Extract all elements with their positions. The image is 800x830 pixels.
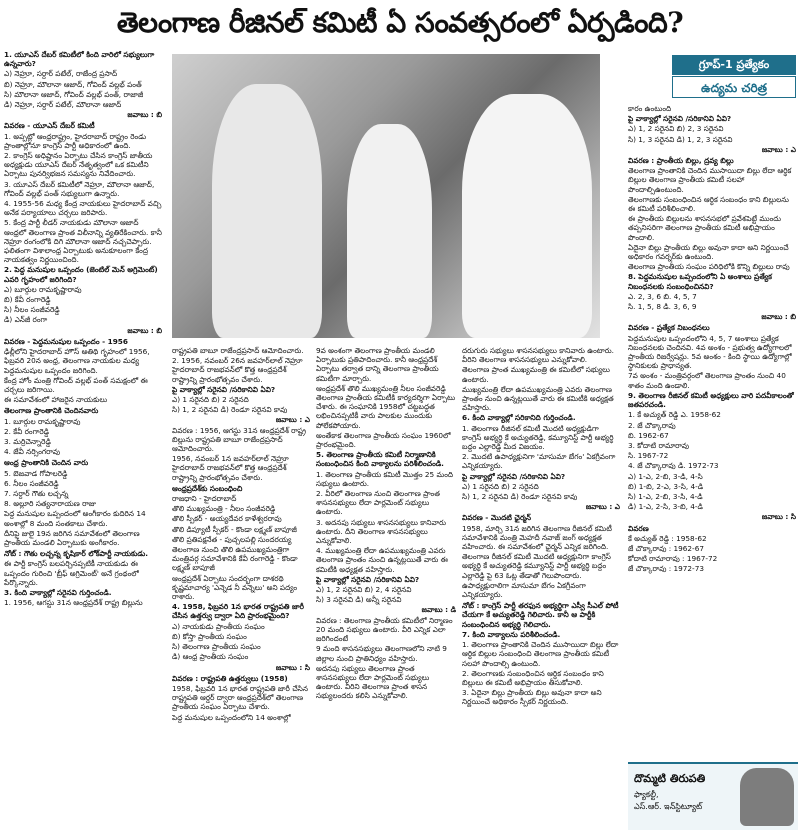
- photo-figure-right: [462, 94, 592, 338]
- historic-photo: [172, 54, 600, 338]
- col1-line: బి) నెహ్రూ, మౌలానా ఆజాద్, గోవింద్ వల్లభ్ పంత్: [4, 79, 142, 89]
- col3-line: 1. తెలంగాణ ప్రాంతీయ కమిటీ మొత్తం 25 మంది సభ్యులు ఉంటారు.: [316, 469, 454, 488]
- col5-line: తెలంగాణ ప్రాంతానికి చెందిన ముసాయిదా బిల్లు లేదా ఆర్థిక బిల్లుల తెలంగాణ ప్రాంతీయ కమిటీ సలహా పొందాల్సిఉంటుంది.: [628, 166, 792, 194]
- col5-line: తెలంగాణ ప్రాంతీయ సంఘం పరిధిలోకి కొన్ని బిల్లులు రావు: [628, 262, 790, 272]
- col2-line: తొలి ప్రతిపక్షనేత - పుచ్చలపల్లి సుందరయ్య: [172, 534, 292, 544]
- col1-line: 2. కేవీ రంగారెడ్డి: [4, 426, 50, 436]
- col1-line: 7. సర్దార్ గౌతు లచ్చన్న: [4, 488, 69, 498]
- col5-line: వివరణ : ప్రాంతీయ బిల్లు, ద్రవ్య బిల్లు: [628, 156, 734, 166]
- col1-line: 6. నీలం సంజీవరెడ్డి: [4, 478, 59, 488]
- col2-line: 1958, ఫిబ్రవరి 1న భారత రాష్ట్రపతి జారీ చేసిన రాష్ట్రపతి ఆర్డర్ ద్వారా ఆంధ్రప్రదేశ్‌లో తెలంగాణ ప్రాంతీయ సంఘం ఏర్పాటు చేశారు.: [172, 683, 308, 712]
- col1-line: 8. అల్లూరి సత్యనారాయణ రాజు: [4, 499, 96, 509]
- column-3: [316, 346, 456, 828]
- col1-line: 2. కాంగ్రెస్ అధిష్టానం ఏర్పాటు చేసిన కాంగ్రెస్ జాతీయ అధ్యక్షుడు యూఎస్ దేబర్ నేతృత్వంలో ఒక కమిటీని ఏర్పాటు పునర్విభజన సమస్యను నివేదించారు.: [4, 151, 153, 179]
- author-photo: [740, 768, 794, 826]
- col1-line: నోట్ : గౌతు లచ్చన్న కృషికార్ లోక్‌పార్టీ నాయకుడు.: [4, 549, 149, 559]
- col2-line: ఎ) నాయకుడు ప్రాంతీయ సంఘం: [172, 621, 265, 631]
- col5-line: 1. కే అచ్యుత్ రెడ్డి ఎ. 1958-62: [628, 410, 721, 420]
- col3-line: సి) 3 సరైనవి డి) అన్నీ సరైనవి: [316, 595, 402, 605]
- col5-line: జే చొక్కారావు : 1962-67: [628, 543, 704, 553]
- col1-line: డి) నెహ్రూ, సర్దార్ పటేల్, మౌలానా ఆజాద్: [4, 100, 122, 110]
- col5-line: పై వాక్యాల్లో సరైనవి /సరికానివి ఏవి?: [628, 114, 732, 124]
- col3-line: ఎ) 1, 2 సరైనవి బి) 2, 4 సరైనవి: [316, 585, 412, 595]
- col4-line: 2. తెలంగాణకు సంబంధించిన ఆర్థిక సంబంధం కాని బిల్లులు ఈ కమిటీ అభిప్రాయం తీసుకోవాలి.: [462, 668, 604, 687]
- col1-line: 5. బెజవాడ గోపాలరెడ్డి: [4, 468, 68, 478]
- col1-line: జవాబు : బి: [127, 325, 162, 335]
- col3-line: ఆంధ్రప్రదేశ్ తొలి ముఖ్యమంత్రి నీలం సంజీవరెడ్డి తెలంగాణ ప్రాంతీయ కమిటీకి కార్యదర్శిగా ఏర్పాటు చేశారు. ఈ సంఘానికి 1958లో చట్టబద్ధత లభించినప్పటికీ వారు పాలకుల ముందుకు పోలేకపోయారు.: [316, 383, 456, 430]
- author-org: ఎస్‌.ఆర్‌. ఇన్‌స్టిట్యూట్‌: [634, 802, 703, 811]
- photo-figure-center: [347, 124, 432, 338]
- col4-line: 7. కింది వాక్యాలను పరిశీలించండి.: [462, 629, 561, 639]
- col4-line: తెలంగాణ ప్రాంత ముఖ్యమంత్రి ఈ కమిటీలో సభ్యులు ఉంటారు.: [462, 365, 610, 384]
- col4-line: తెలంగాణ రీజినల్ కమిటీ మొదటి అధ్యక్షునిగా కాంగ్రెస్ అభ్యర్థి కే అచ్యుతరెడ్డి కమ్యూనిస్ట్ పార్టీ అభ్యర్థి బద్దం ఎల్లారెడ్డి పై 63 ఓట్ల తేడాతో గెలుపొందారు.: [462, 552, 611, 580]
- col3-line: 9వ అంశంగా తెలంగాణ ప్రాంతీయ మండలి ఏర్పాటుకు ప్రతిపాదించారు. కానీ ఆంధ్రప్రదేశ్ ఏర్పాటు తర్వాత దాన్ని తెలంగాణ ప్రాంతీయ కమిటీగా మార్చారు.: [316, 346, 439, 383]
- col5-line: తెలంగాణకు సంబంధించిన ఆర్థిక సంబంధం కాని బిల్లులను ఈ కమిటీ పరిశీలించాలి.: [628, 194, 789, 214]
- col1-line: వివరణ - పెద్దమనుషుల ఒప్పందం - 1956: [4, 336, 128, 346]
- col5-line: ఎ. 2, 3, 6 బి. 4, 5, 7: [628, 291, 697, 301]
- col2-line: ఆంధ్రప్రదేశ్ ఏర్పాటు సందర్భంగా దాశరథి కృష్ణమాచార్య 'ఎన్నెడ నీ వన్నెలు' అని పద్యం రాశారు.: [172, 573, 298, 602]
- col1-line: పెద్ద మనుషుల ఒప్పందంలో అంగీకారం కుదిరిన 14 అంశాల్లో 8 మంది సంతకాలు చేశారు.: [4, 509, 146, 528]
- col5-line: సి. 1967-72: [628, 451, 669, 461]
- col1-line: కేంద్ర హోం మంత్రి గోవింద్ వల్లభ్ పంత్ సమక్షంలో ఈ చర్చలు జరిగాయి.: [4, 375, 148, 394]
- col1-line: జవాబు : బి: [127, 110, 162, 120]
- col5-line: సి) 1-ఎ, 2-బి, 3-సి, 4-డి: [628, 491, 703, 501]
- col2-line: పెద్ద మనుషుల ఒప్పందంలోని 14 అంశాల్లో: [172, 712, 291, 722]
- col1-line: 1. యూఎస్ దేబర్ కమిటీలో కింది వారిలో సభ్యులుగా ఉన్నవారు?: [4, 50, 155, 69]
- col2-line: తొలి స్పీకర్ - అయ్యదేవర కాళేశ్వరరావు: [172, 514, 282, 524]
- col2-line: తొలి ముఖ్యమంత్రి - నీలం సంజీవరెడ్డి: [172, 504, 276, 514]
- col3-line: 5. తెలంగాణ ప్రాంతీయ కమిటీ నిర్మాణానికి సంబంధించిన కింది వాక్యాలను పరిశీలించండి.: [316, 450, 444, 469]
- col1-line: 1. బూర్గుల రామకృష్ణారావు: [4, 416, 81, 426]
- col1-line: 4. 1955-56 మధ్య కేంద్ర నాయకులు హైదరాబాద్ వచ్చి అనేక పర్యాయాలు చర్చలు జరిపారు.: [4, 199, 162, 218]
- col5-line: బి) 1-బి, 2-ఎ, 3-సి, 4-డి: [628, 481, 704, 491]
- col2-line: ఎ) 1 సరైనది బి) 2 సరైనది: [172, 395, 249, 405]
- col1-line: బి) కేవీ రంగారెడ్డి: [4, 295, 51, 305]
- col4-line: 2. మొదటి ఉపాధ్యక్షునిగా 'మాసుమా బేగం' ఏకగ్రీవంగా ఎన్నికయ్యారు.: [462, 452, 616, 471]
- col1-line: 2. పెద్ద మనుషుల ఒప్పందం (జెంటిల్ మెన్ అగ్రిమెంట్) ఎవరి గృహంలో జరిగింది?: [4, 265, 158, 284]
- col5-line: జవాబు : బి: [761, 312, 796, 322]
- col1-line: ఆంధ్ర ప్రాంతానికి చెందిన వారు: [4, 458, 89, 468]
- subject-tag: ఉద్యమ చరిత్ర: [672, 76, 796, 98]
- col1-line: ఢిల్లీలోని హైదరాబాద్ హౌస్ అతిథి గృహంలో 1956, ఫిబ్రవరి 20న అంధ్ర, తెలంగాణ నాయకుల మధ్య పెద్దమనుషుల ఒప్పందం జరిగింది.: [4, 347, 150, 375]
- col2-line: వివరణ : రాష్ట్రపతి ఉత్తర్వులు (1958): [172, 673, 288, 683]
- group-tag: గ్రూప్‌-1 ప్రత్యేకం: [672, 55, 796, 75]
- col5-line: 8. పెద్దమనుషుల ఒప్పందంలోని ఏ అంశాలు ప్రత్యేక నిబంధనలకు సంబంధించినవి?: [628, 272, 772, 291]
- col5-line: 3. కోదాటి రామారావు: [628, 440, 690, 450]
- col5-line: 4. జే చొక్కారావు డి. 1972-73: [628, 461, 719, 471]
- headline: తెలంగాణ రీజినల్ కమిటీ ఏ సంవత్సరంలో ఏర్పడింది?: [116, 6, 684, 39]
- col2-line: డి) ఆంధ్ర ప్రాంతీయ సంఘం: [172, 652, 249, 662]
- col3-line: అదనపు సభ్యులు తెలంగాణ ప్రాంత శాసనసభ్యులు లేదా పార్లమెంట్ సభ్యులు ఉంటారు. వీరిని తెలంగాణ ప్రాంత శాసన సభ్యులందరు కలిసి ఎన్నుకోవాలి.: [316, 663, 430, 701]
- col5-line: కోదాటి రామారావు : 1967-72: [628, 554, 718, 564]
- col2-line: తెలంగాణ నుంచి తొలి ఉపముఖ్యమంత్రిగా మంత్రివర్గ సమావేశానికి కేవీ రంగారెడ్డి - కొండా లక్ష్మణ్ బాపూజీ: [172, 545, 298, 573]
- col1-line: సి) నీలం సంజీవరెడ్డి: [4, 305, 60, 315]
- col2-line: సి) 1, 2 సరైనవి డి) రెండూ సరైనవి కావు: [172, 405, 288, 415]
- column-5: [628, 104, 796, 758]
- col5-line: 2. జే చొక్కారావు: [628, 420, 676, 430]
- col2-line: 1956, నవంబర్ 1న జవహర్‌లాల్ నెహ్రూ హైదరాబాద్ రాజభవన్‌లో కొత్త ఆంధ్రప్రదేశ్ రాష్ట్రాన్ని ప్రారంభోత్సవం చేశారు.: [172, 454, 289, 482]
- col3-line: 3. అదనపు సభ్యులు శాసనసభ్యులు కానివారు ఉంటారు. దీని తెలంగాణ శాసనసభ్యులు ఎన్నుకోవాలి.: [316, 517, 446, 546]
- col3-line: 2. వీరిలో తెలంగాణ నుంచి తెలంగాణ ప్రాంత శాసనసభ్యులు లేదా పార్లమెంట్ సభ్యులు ఉంటారు.: [316, 489, 440, 517]
- col5-line: జవాబు : సి: [761, 512, 796, 522]
- col3-line: వివరణ : తెలంగాణ ప్రాంతీయ కమిటీలో నిర్మాణం 20 మంది సభ్యులు ఉంటారు. వీరి ఎన్నిక ఎలా జరిగిందంటే: [316, 615, 453, 644]
- col5-line: ఎ) 1-ఎ, 2-బి, 3-డి, 4-సి: [628, 471, 703, 481]
- column-4: [462, 346, 620, 828]
- col4-line: 6. కింది వాక్యాల్లో సరికానిది గుర్తించండి.: [462, 413, 576, 423]
- col5-line: ఈ ప్రాంతీయ బిల్లులను శాసనసభలో ప్రవేశపెట్టే ముందు తప్పనిసరిగా తెలంగాణ ప్రాంతీయ కమిటీ అభిప్రాయం పొందాలి.: [628, 214, 781, 242]
- col3-line: 4. ముఖ్యమంత్రి లేదా ఉపముఖ్యమంత్రి ఎవరు తెలంగాణ ప్రాంతం నుంచి ఉన్నట్లయితే వారు ఈ కమిటీకి అధ్యక్షత వహిస్తారు.: [316, 546, 448, 574]
- col5-line: పెద్దమనుషుల ఒప్పందంలోని 4, 5, 7 అంశాలు ప్రత్యేక నిబంధనలకు చెందినవి. 4వ అంశం - ప్రభుత్వ ఉద్యోగాలలో ప్రాంతీయ రిజర్వేషన్లు. 5వ అంశం - కింది స్థాయి ఉద్యోగాల్లో స్థానికులకు ప్రాధాన్యత.: [628, 333, 792, 371]
- col1-line: 4. జేవీ నర్సింగరావు: [4, 447, 61, 457]
- col4-line: ఉపాధ్యక్షురాలిగా మాసుమా బేగం ఏకగ్రీవంగా ఎన్నికయ్యారు.: [462, 580, 586, 600]
- author-role: ఫ్యాకల్టీ,: [634, 790, 659, 799]
- col5-line: వివరణ - ప్రత్యేక నిబంధనలు: [628, 323, 710, 333]
- col5-line: వివరణ: [628, 523, 649, 533]
- col5-line: ఎ) 1, 2 సరైనవి బి) 2, 3 సరైనవి: [628, 124, 724, 134]
- col5-line: ఏదైనా బిల్లు ప్రాంతీయ బిల్లు అవునా కాదా అని నిర్ణయించే అధికారం గవర్నర్‌కు ఉంటుంది.: [628, 242, 789, 262]
- col2-line: బి) కోస్తా ప్రాంతీయ సంఘం: [172, 631, 247, 641]
- author-name: దొమ్మటి తిరుపతి: [634, 772, 706, 785]
- col2-line: ఆంధ్రప్రదేశ్‌కు సంబంధించి: [172, 483, 243, 493]
- col5-line: జవాబు : ఎ: [761, 144, 796, 154]
- col3-line: అంతేకాక తెలంగాణ ప్రాంతీయ సంఘం 1960లో ప్రారంభమైంది.: [316, 430, 451, 450]
- col5-line: డి) 1-ఎ, 2-సి, 3-బి, 4-డి: [628, 502, 703, 512]
- col1-line: ఎ) బూర్గుల రామకృష్ణారావు: [4, 284, 82, 294]
- col2-line: తొలి డిప్యూటీ స్పీకర్ - కొండా లక్ష్మణ్ బాపూజీ: [172, 524, 297, 534]
- col2-line: జవాబు : సి: [275, 662, 310, 672]
- col5-line: కే అచ్యుత్ రెడ్డి : 1958-62: [628, 533, 707, 543]
- col4-line: నోట్ : కాంగ్రెస్ పార్టీ తరఫున అభ్యర్థిగా ఎస్వీ సీఎల్ పోటీ చేయగా కే అచ్యుతరెడ్డి గెలిచారు. కానీ ఆ పార్టీకి సంబంధించిన అభ్యర్థి గెలిచారు.: [462, 601, 619, 629]
- column-1: [4, 50, 162, 828]
- col3-line: జవాబు : డి: [421, 605, 456, 615]
- col2-line: పై వాక్యాల్లో సరైనవి /సరికానివి ఏవి?: [172, 384, 276, 394]
- col4-line: జవాబు : ఎ: [585, 502, 620, 512]
- col1-line: 1. 1956, ఆగస్టు 31న ఆంధ్రప్రదేశ్ రాష్ట్ర బిల్లును: [4, 598, 143, 608]
- col4-line: పై వాక్యాల్లో సరైనవి /సరికానివి ఏవి?: [462, 471, 566, 481]
- col4-line: దరుగురు సభ్యులు శాసనసభ్యులు కానివారు ఉంటారు. వీరిని తెలంగాణ శాసనసభ్యులు ఎన్నుకోవాలి.: [462, 346, 614, 365]
- col1-line: ఈ సమావేశంలో హాజరైన నాయకులు: [4, 395, 108, 405]
- col5-line: జే చొక్కారావు : 1972-73: [628, 564, 704, 574]
- col1-line: వివరణ - యూఎస్ దేబర్ కమిటీ: [4, 121, 95, 131]
- col4-line: 1. తెలంగాణ ప్రాంతానికి చెందిన ముసాయిదా బిల్లు లేదా ఆర్థిక బిల్లుల సంబంధించి తెలంగాణ ప్రాంతీయ కమిటీ సలహా పొందాల్సి ఉంటుంది.: [462, 640, 619, 668]
- col2-line: రాష్ట్రపతి బాబూ రాజేంద్రప్రసాద్ ఆమోదించారు.: [172, 346, 304, 355]
- col5-line: సి. 1, 5, 8 డి. 3, 6, 9: [628, 302, 697, 312]
- author-box: [628, 762, 798, 830]
- column-2: [172, 346, 310, 828]
- col3-line: పై వాక్యాల్లో సరైనవి /సరికానివి ఏవి?: [316, 574, 420, 584]
- col5-line: 7వ అంశం - మంత్రివర్గంలో తెలంగాణ ప్రాంతం నుంచి 40 శాతం మంది ఉండాలి.: [628, 371, 786, 390]
- col4-line: 1958, మార్చి 31న జరిగిన తెలంగాణ రీజినల్ కమిటీ సమావేశానికి మంత్రి మెహదీ నవాజ్ జంగ్ అధ్యక్షత వహించారు. ఈ సమావేశంలో ఛైర్మన్ ఎన్నిక జరిగింది.: [462, 523, 612, 552]
- col2-line: వివరణ : 1956, ఆగస్టు 31న ఆంధ్రప్రదేశ్ రాష్ట్ర బిల్లును రాష్ట్రపతి బాబూ రాజేంద్రప్రసాద్ ఆమోదించారు.: [172, 425, 306, 454]
- col1-line: 1. అప్పట్లో ఆంధ్రరాష్ట్రం, హైదరాబాద్ రాష్ట్రం రెండు ప్రాంతాల్లోనూ కాంగ్రెస్ పార్టీ అధికారంలో ఉంది.: [4, 131, 147, 150]
- col2-line: జవాబు : ఎ: [275, 415, 310, 425]
- col4-line: ముఖ్యమంత్రి లేదా ఉపముఖ్యమంత్రి ఎవరు తెలంగాణ ప్రాంతం నుంచి ఉన్నట్లయితే వారు ఈ కమిటీకి అధ్యక్షత వహిస్తారు.: [462, 384, 614, 413]
- col2-line: 2. 1956, నవంబర్ 26న జవహర్‌లాల్ నెహ్రూ హైదరాబాద్ రాజభవన్‌లో కొత్త ఆంధ్రప్రదేశ్ రాష్ట్రాన్ని ప్రారంభోత్సవం చేశారు.: [172, 356, 303, 384]
- col1-line: ఈ పార్టీ కాంగ్రెస్ బలపర్చినప్పటికీ నాయకుడు ఈ ఒప్పందం గురించి 'బ్రీఫ్ అగ్రిమెంట్' అనే గ్రంథంలో పేర్కొన్నారు.: [4, 559, 139, 587]
- col1-line: 3. యూఎస్ దేబర్ కమిటీలో నెహ్రూ, మౌలానా ఆజాద్, గోవింద్ వల్లభ్ పంత్ సభ్యులుగా ఉన్నారు.: [4, 179, 155, 198]
- col5-line: 9. తెలంగాణ రీజినల్ కమిటీ అధ్యక్షులు వారి పదవీకాలంతో జతపరచండి.: [628, 390, 794, 410]
- col1-line: 3. కింది వాక్యాల్లో సరైనవి గుర్తించండి.: [4, 587, 112, 597]
- col1-line: 3. మర్రిచెన్నారెడ్డి: [4, 436, 51, 446]
- col2-line: రాజధాని - హైదరాబాద్: [172, 494, 237, 504]
- col4-line: 3. ఏదైనా బిల్లు ప్రాంతీయ బిల్లు అవునా కాదా అని నిర్ణయించే అధికారం స్పీకర్ నిర్ణయంది.: [462, 688, 602, 707]
- col4-line: ఎ) 1 సరైనది బి) 2 సరైనది: [462, 481, 539, 491]
- col1-line: డి) ఎన్‌జీ రంగా: [4, 315, 48, 325]
- col5-line: కారం ఉంటుంది: [628, 104, 672, 113]
- col1-line: దీనిపై జులై 19న జరిగిన సమావేశంలో తెలంగాణ ప్రాంతీయ మండలి ఏర్పాటుకు అంగీకారం.: [4, 528, 140, 547]
- col5-line: బి. 1962-67: [628, 430, 669, 440]
- col4-line: వివరణ - మొదటి ఛైర్మన్: [462, 513, 532, 523]
- col4-line: సి) 1, 2 సరైనవి డి) రెండూ సరైనవి కావు: [462, 492, 578, 502]
- col5-line: సి) 1, 3 సరైనవి డి) 1, 2, 3 సరైనవి: [628, 134, 733, 144]
- col3-line: 9 మంది శాసనసభ్యులు తెలంగాణలోని నాటి 9 జిల్లాల నుంచి ప్రాతినిధ్యం వహిస్తారు.: [316, 644, 447, 663]
- col1-line: ఎ) నెహ్రూ, సర్దార్ పటేల్, రాజేంద్ర ప్రసాద్: [4, 69, 118, 79]
- col1-line: 5. కేంద్ర పార్టీ లీడర్ నాయకుడు మౌలానా ఆజాద్ ఆంధ్రలో తెలంగాణ ప్రాంత విలీనాన్ని వ్యతిరేకించారు. కానీ నెహ్రూ రంగంలోకి దిగి మౌలానా ఆజాద్ నచ్చచెప్పారు. ఫలితంగా విశాలాంధ్ర ఏర్పాటుకు అనుకూలంగా కేంద్ర నాయకత్వం నిర్ణయించింది.: [4, 218, 162, 265]
- col1-line: తెలంగాణ ప్రాంతానికి చెందినవారు: [4, 406, 99, 416]
- col4-line: 1. తెలంగాణ రీజినల్ కమిటీ మొదటి అధ్యక్షుడిగా కాంగ్రెస్ అభ్యర్థి కే అచ్యుతరెడ్డి, కమ్యూనిస్ట్ పార్టీ అభ్యర్థి బద్దం ఎల్లారెడ్డి మీద విజయం.: [462, 423, 614, 452]
- col2-line: 4. 1958, ఫిబ్రవరి 1న భారత రాష్ట్రపతి జారీ చేసిన ఉత్తర్వు ద్వారా ఏది ప్రారంభమైంది?: [172, 602, 304, 621]
- photo-figure-left: [212, 84, 322, 338]
- col1-line: సి) మౌలానా ఆజాద్, గోవింద్ వల్లభ్ పంత్, రాజాజీ: [4, 89, 144, 99]
- col2-line: సి) తెలంగాణ ప్రాంతీయ సంఘం: [172, 642, 261, 652]
